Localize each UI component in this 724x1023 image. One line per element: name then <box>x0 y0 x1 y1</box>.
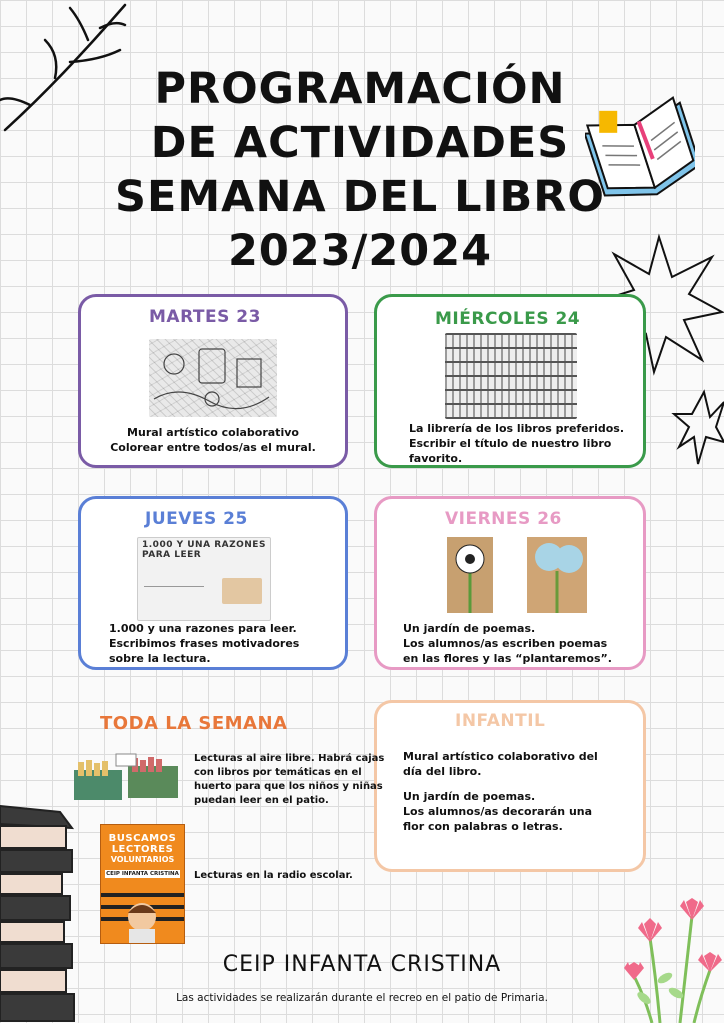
flower-photo-1 <box>447 537 493 613</box>
toda-semana-heading: TODA LA SEMANA <box>100 713 288 734</box>
outdoor-reading-line-3: huerto para que los niños y niñas <box>194 781 383 792</box>
poster-line-4: CEIP INFANTA CRISTINA <box>106 871 179 877</box>
card-text-4: Los alumnos/as decorarán una <box>403 805 593 818</box>
card-text-1: 1.000 y una razones para leer. <box>109 622 297 635</box>
card-infantil <box>374 700 646 872</box>
footer-school-name: CEIP INFANTA CRISTINA <box>222 952 502 977</box>
banner-photo <box>137 537 271 621</box>
poster-line-3: VOLUNTARIOS <box>110 855 175 864</box>
card-text-1: Mural artístico colaborativo del <box>403 750 598 763</box>
card-jueves <box>78 496 348 670</box>
card-heading: MIÉRCOLES 24 <box>435 309 581 329</box>
page-title <box>90 62 630 278</box>
card-text-3: favorito. <box>409 452 463 465</box>
outdoor-reading-line-4: puedan leer en el patio. <box>194 795 329 806</box>
card-heading: VIERNES 26 <box>445 509 562 529</box>
card-martes <box>78 294 348 468</box>
card-text-2: Los alumnos/as escriben poemas <box>403 637 608 650</box>
bookshelf-photo <box>445 333 577 419</box>
card-text-3: sobre la lectura. <box>109 652 211 665</box>
outdoor-reading-line-2: con libros por temáticas en el <box>194 767 362 778</box>
card-text-5: flor con palabras o letras. <box>403 820 563 833</box>
card-viernes <box>374 496 646 670</box>
mural-photo <box>149 339 277 417</box>
poster-line-1: BUSCAMOS <box>108 833 177 844</box>
title-line-4: 2023/2024 <box>227 226 493 276</box>
card-text-2: Escribimos frases motivadores <box>109 637 300 650</box>
title-line-1: PROGRAMACIÓN <box>154 64 566 114</box>
card-text-2: Escribir el título de nuestro libro <box>409 437 612 450</box>
outdoor-reading-line-1: Lecturas al aire libre. Habrá cajas <box>194 753 385 764</box>
card-text-3: Un jardín de poemas. <box>403 790 536 803</box>
poster-line-2: LECTORES <box>111 844 174 855</box>
footer-note: Las actividades se realizarán durante el recreo en el patio de Primaria. <box>176 992 548 1004</box>
title-line-2: DE ACTIVIDADES <box>150 118 570 168</box>
card-text-1: La librería de los libros preferidos. <box>409 422 625 435</box>
flower-photo-2 <box>527 537 587 613</box>
card-heading: JUEVES 25 <box>145 509 248 529</box>
card-miercoles <box>374 294 646 468</box>
card-heading: INFANTIL <box>455 711 546 731</box>
card-heading: MARTES 23 <box>149 307 261 327</box>
card-text-2: día del libro. <box>403 765 482 778</box>
card-text-1: Un jardín de poemas. <box>403 622 536 635</box>
volunteer-poster <box>100 824 185 944</box>
banner-photo-text: 1.000 Y UNA RAZONES PARA LEER <box>142 540 266 560</box>
card-text-1: Mural artístico colaborativo <box>127 426 299 439</box>
title-line-3: SEMANA DEL LIBRO <box>115 172 605 222</box>
book-boxes-photo <box>72 752 180 804</box>
book-stack-icon <box>0 798 76 1023</box>
card-text-2: Colorear entre todos/as el mural. <box>110 441 316 454</box>
radio-reading: Lecturas en la radio escolar. <box>194 870 353 881</box>
card-text-3: en las flores y las “plantaremos”. <box>403 652 612 665</box>
